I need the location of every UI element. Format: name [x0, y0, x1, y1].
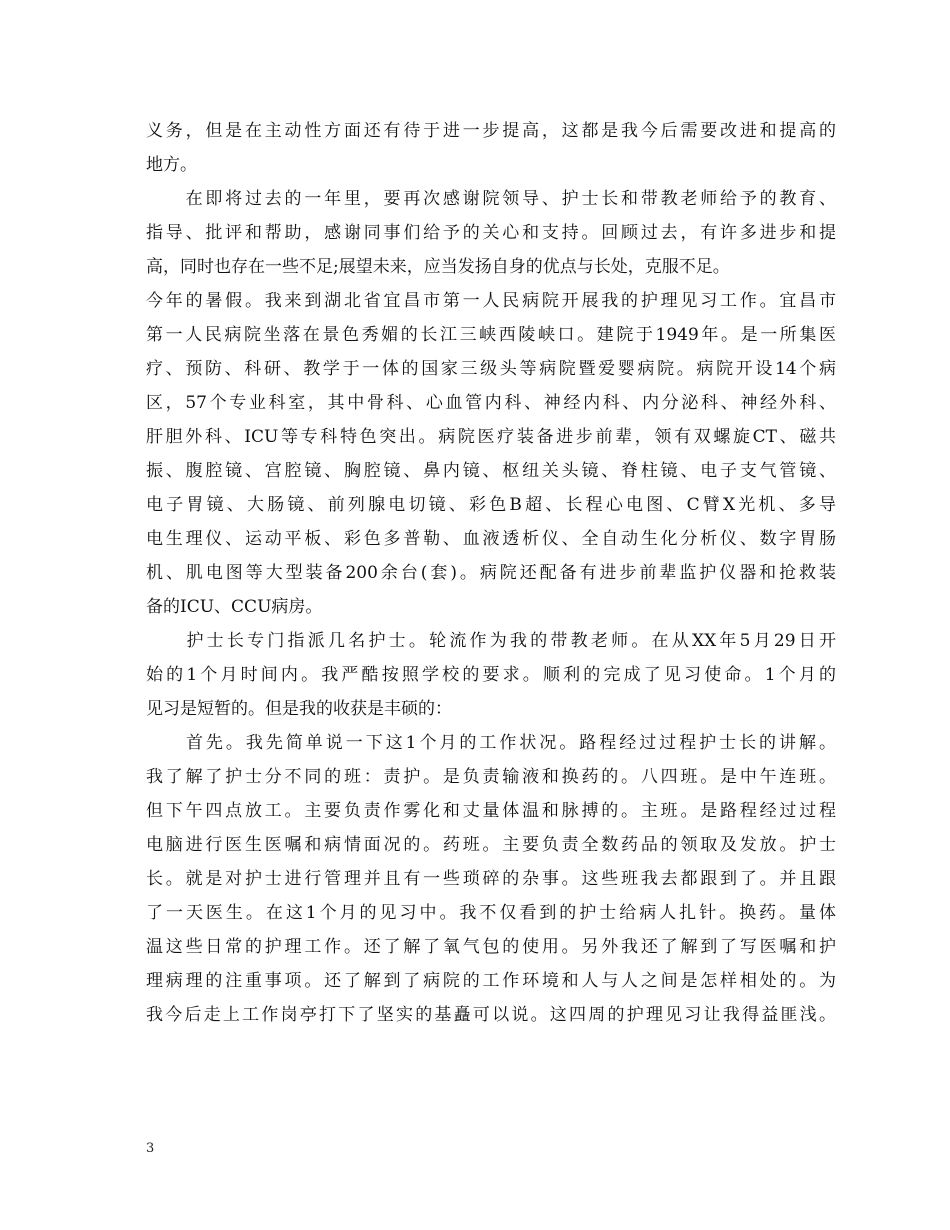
- text-line: 肝胆外科、ICU等专科特色突出。病院医疗装备进步前辈，领有双螺旋CT、磁共: [146, 427, 836, 447]
- text-line: 电脑进行医生医嘱和病情面况的。药班。主要负责全数药品的领取及发放。护士: [146, 835, 836, 855]
- text-line: 指导、批评和帮助，感谢同事们给予的关心和支持。回顾过去，有许多进步和提: [146, 223, 836, 243]
- text-line: 今年的暑假。我来到湖北省宜昌市第一人民病院开展我的护理见习工作。宜昌市: [146, 291, 836, 311]
- text-line: 护士长专门指派几名护士。轮流作为我的带教老师。在从XX年5月29日开: [146, 631, 836, 651]
- text-line: 电生理仪、运动平板、彩色多普勒、血液透析仪、全自动生化分析仪、数字胃肠: [146, 529, 836, 549]
- text-line: 首先。我先简单说一下这1个月的工作状况。路程经过过程护士长的讲解。: [146, 733, 836, 753]
- body-text: [146, 114, 836, 1032]
- text-line: 了一天医生。在这1个月的见习中。我不仅看到的护士给病人扎针。换药。量体: [146, 903, 836, 923]
- text-line: 高，同时也存在一些不足;展望未来，应当发扬自身的优点与长处，克服不足。: [146, 257, 730, 277]
- text-line: 我了解了护士分不同的班：责护。是负责输液和换药的。八四班。是中午连班。: [146, 767, 836, 787]
- text-line: 区，57个专业科室，其中骨科、心血管内科、神经内科、内分泌科、神经外科、: [146, 393, 836, 413]
- text-line: 第一人民病院坐落在景色秀媚的长江三峡西陵峡口。建院于1949年。是一所集医: [146, 325, 836, 345]
- page-number: 3: [146, 1141, 155, 1156]
- text-line: 但下午四点放工。主要负责作雾化和丈量体温和脉搏的。主班。是路程经过过程: [146, 801, 836, 821]
- text-line: 电子胃镜、大肠镜、前列腺电切镜、彩色B超、长程心电图、C臂X光机、多导: [146, 495, 836, 515]
- text-line: 机、肌电图等大型装备200余台(套)。病院还配备有进步前辈监护仪器和抢救装: [146, 563, 836, 583]
- text-line: 长。就是对护士进行管理并且有一些琐碎的杂事。这些班我去都跟到了。并且跟: [146, 869, 836, 889]
- text-line: 地方。: [146, 155, 197, 175]
- text-line: 义务，但是在主动性方面还有待于进一步提高，这都是我今后需要改进和提高的: [146, 121, 836, 141]
- text-line: 我今后走上工作岗亭打下了坚实的基矗可以说。这四周的护理见习让我得益匪浅。: [146, 1005, 836, 1025]
- text-line: 理病理的注重事项。还了解到了病院的工作环境和人与人之间是怎样相处的。为: [146, 971, 836, 991]
- text-line: 始的1个月时间内。我严酷按照学校的要求。顺利的完成了见习使命。1个月的: [146, 665, 836, 685]
- text-line: 在即将过去的一年里，要再次感谢院领导、护士长和带教老师给予的教育、: [146, 189, 836, 209]
- text-line: 疗、预防、科研、教学于一体的国家三级头等病院暨爱婴病院。病院开设14个病: [146, 359, 836, 379]
- text-line: 见习是短暂的。但是我的收获是丰硕的：: [146, 699, 452, 719]
- text-line: 备的ICU、CCU病房。: [146, 597, 323, 617]
- text-line: 温这些日常的护理工作。还了解了氧气包的使用。另外我还了解到了写医嘱和护: [146, 937, 836, 957]
- text-line: 振、腹腔镜、宫腔镜、胸腔镜、鼻内镜、枢纽关头镜、脊柱镜、电子支气管镜、: [146, 461, 836, 481]
